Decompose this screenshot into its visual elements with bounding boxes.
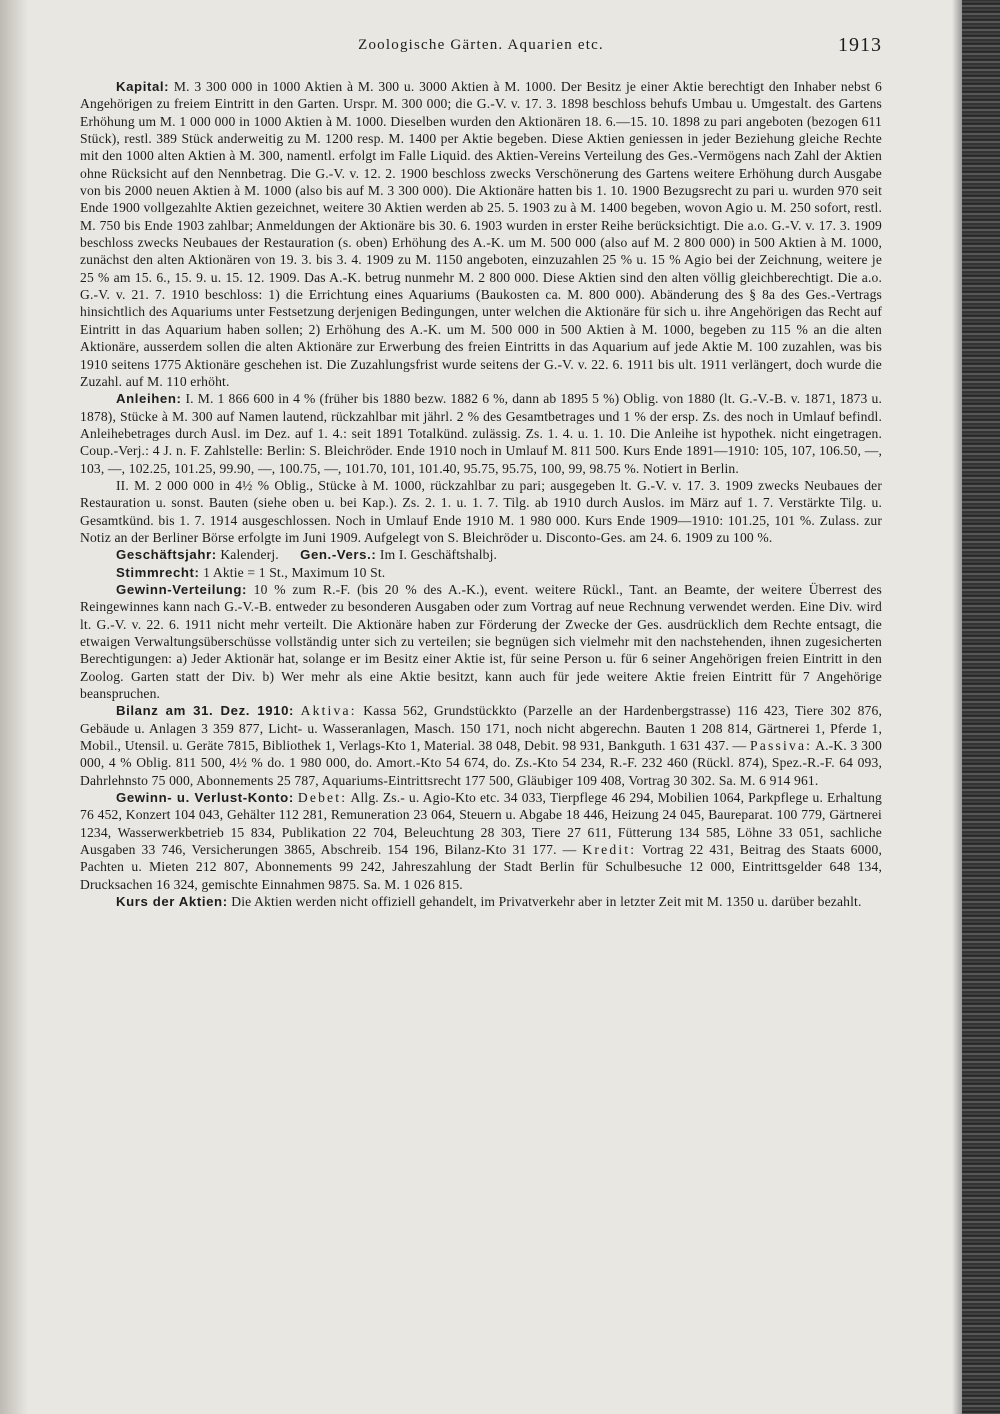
running-head-title: Zoologische Gärten. Aquarien etc.: [358, 37, 604, 53]
text-anleihe-ii: II. M. 2 000 000 in 4½ % Oblig., Stücke à M. 1000, rückzahlbar zu pari; ausgegeben lt. G.-V. v. 17. 3. 1909 zwecks Neubaues der Restauration u. sonst. Bauten (siehe oben u. bei Kap.). Zs. 2. 1. u. 1. 7. Tilg. ab 1910 durch Auslos. im März auf 1. 7. Verstärkte Tilg. u. Gesamtkünd. bis 1. 7. 1914 ausgeschlossen. Noch in Umlauf Ende 1910 M. 1 980 000. Kurs Ende 1909—1910: 101.25, 101 %. Zulass. zur Notiz an der Berliner Börse erfolgte im Juni 1909. Aufgelegt von S. Bleichröder u. Disconto-Ges. am 24. 6. 1909 zu 100 %.: [80, 477, 882, 545]
paragraph-geschaeftsjahr: [80, 546, 882, 563]
heading-bilanz: Bilanz am 31. Dez. 1910:: [116, 703, 295, 719]
heading-kapital: Kapital:: [116, 79, 170, 94]
text-aktiva: Kassa 562, Grundstückkto (Parzelle an der Hardenbergstrasse) 116 423, Tiere 302 876, Gebäude u. Anlagen 3 359 877, Licht- u. Wasseranlagen, Masch. 150 171, noch nicht abgerechn. Bauten 1 208 814, Gärtnerei 1, Pferde 1, Mobil., Utensil. u. Geräte 7815, Bibliothek 1, Verlags-Kto 1, Material. 38 048, Debit. 98 931, Bankguth. 1 631 437. —: [80, 703, 882, 754]
label-kredit: Kredit:: [582, 842, 637, 858]
scan-edge-fade: [952, 0, 962, 1414]
paragraph-bilanz: [80, 702, 882, 789]
heading-anleihen: Anleihen:: [116, 391, 182, 407]
heading-stimmrecht: Stimmrecht:: [116, 564, 200, 580]
paragraph-gewinn-verteilung: [80, 581, 882, 702]
paragraph-anleihen: [80, 390, 882, 477]
heading-gewinn-verteilung: Gewinn-Verteilung:: [116, 581, 247, 597]
running-head: [80, 0, 882, 56]
text-kredit: Vortrag 22 431, Beitrag des Staats 6000, Pachten u. Mieten 212 807, Abonnements 99 242, Jahreszahlung der Stadt Berlin für Schulbesuche 12 000, Eintrittsgelder 648 134, Drucksachen 16 324, gemischte Einnahmen 9875. Sa. M. 1 026 815.: [80, 842, 882, 892]
label-passiva: Passiva:: [750, 738, 813, 754]
text-kapital: M. 3 300 000 in 1000 Aktien à M. 300 u. 3000 Aktien à M. 1000. Der Besitz je einer Aktie berechtigt den Inhaber nebst 6 Angehörigen zu freiem Eintritt in den Garten. Urspr. M. 300 000; die G.-V. v. 17. 3. 1898 beschloss behufs Umbau u. Umgestalt. des Gartens Erhöhung um M. 1 000 000 in 1000 Aktien à M. 1000. Dieselben wurden den Aktionären 18. 6.—15. 10. 1898 zu pari angeboten (bezogen 611 Stück), restl. 389 Stück anderweitig zu M. 1200 resp. M. 1400 per Aktie begeben. Diese Aktien geniessen in jeder Beziehung gleiche Rechte mit den 1000 alten Aktien à M. 300, namentl. erfolgt im Falle Liquid. des Aktien-Vereins Verteilung des Ges.-Vermögens nach Zahl der Aktien ohne Rücksicht auf den Nennbetrag. Die G.-V. v. 12. 2. 1900 beschloss zwecks Verschönerung des Gartens weitere Erhöhung durch Ausgabe von bis 2000 neuen Aktien à M. 1000 (also bis auf M. 3 300 000). Die Aktionäre hatten bis 1. 10. 1900 Bezugsrecht zu pari u. wurden 970 seit Ende 1900 vollgezahlte Aktien gezeichnet, weitere 30 Aktien werden ab 25. 5. 1903 zu à M. 1400 begeben, wovon Agio u. M. 250 sofort, restl. M. 750 bis Ende 1903 zahlbar; Anmeldungen der Aktionäre bis 30. 6. 1903 wurden in erster Reihe berücksichtigt. Die a.o. G.-V. v. 17. 3. 1909 beschloss zwecks Neubaues der Restauration (s. oben) Erhöhung des A.-K. um M. 500 000 (also auf M. 2 800 000) in 500 Aktien à M. 1000, zunächst den alten Aktionären von 19. 3. bis 3. 4. 1909 zu M. 1150 angeboten, einzuzahlen 25 % u. 15 % Agio bei der Zeichnung, weitere je 25 % am 15. 6., 15. 9. u. 15. 12. 1909. Das A.-K. betrug nunmehr M. 2 800 000. Diese Aktien sind den alten völlig gleichberechtigt. Die a.o. G.-V. v. 21. 7. 1910 beschloss: 1) die Errichtung eines Aquariums (Baukosten ca. M. 800 000). Abänderung des § 8a des Ges.-Vertrags hinsichtlich des Aquariums unter Festsetzung derjenigen Bedingungen, unter welchen die Aktionäre für sich u. ihre Angehörigen das Recht auf Eintritt in das Aquarium haben sollen; 2) Erhöhung des A.-K. um M. 500 000 in 500 Aktien à M. 1000, begeben zu 115 % an die alten Aktionäre, ausserdem sollen die alten Aktionäre zur Erwerbung des freien Eintritts in das Aquarium auf jede Aktie M. 100 zuzahlen, was bis 1910 seitens 1775 Aktionäre geschehen ist. Die Zuzahlungsfrist wurde seitens der G.-V. v. 22. 6. 1911 bis ult. 1911 verlängert, doch wurde die Zuzahl. auf M. 110 erhöht.: [80, 79, 882, 389]
text-gewinn-verteilung: 10 % zum R.-F. (bis 20 % des A.-K.), event. weitere Rückl., Tant. an Beamte, der weitere Überrest des Reingewinnes kann nach G.-V.-B. entweder zu besonderen Ausgaben oder zum Vortrag auf neue Rechnung verwendet werden. Eine Div. wird lt. G.-V. v. 22. 6. 1911 nicht mehr verteilt. Die Aktionäre haben zur Förderung der Zwecke der Ges. ausdrücklich dem Rechte entsagt, die etwaigen Verwaltungsüberschüsse vollständig unter sich zu verteilen; sie begnügen sich vielmehr mit den nachstehenden, ihnen zugesicherten Berechtigungen: a) Jeder Aktionär hat, solange er im Besitz einer Aktie ist, für seine Person u. für 6 seiner Angehörigen freien Eintritt in den Zoolog. Garten statt der Div. b) Wer mehr als eine Aktie besitzt, kann auch für jede weitere Aktie freien Eintritt für 7 Angehörige beanspruchen.: [80, 581, 882, 702]
paragraph-kurs: [80, 893, 882, 910]
page-number: 1913: [838, 34, 882, 56]
text-geschaeftsjahr: Kalenderj.: [220, 547, 279, 563]
heading-geschaeftsjahr: Geschäftsjahr:: [116, 547, 217, 563]
text-passiva: A.-K. 3 300 000, 4 % Oblig. 811 500, 4½ % do. 1 980 000, do. Amort.-Kto 54 674, do. Zs.-Kto 54 234, R.-F. 232 460 (Rückl. 874), Spez.-R.-F. 64 093, Dahrlehnsto 75 000, Abonnements 25 787, Aquariums-Eintrittsrecht 177 500, Gläubiger 109 408, Vortrag 30 302. Sa. M. 6 914 961.: [80, 738, 882, 788]
scan-shadow-left: [0, 0, 28, 1414]
text-stimmrecht: 1 Aktie = 1 St., Maximum 10 St.: [203, 564, 386, 580]
text-debet: Allg. Zs.- u. Agio-Kto etc. 34 033, Tierpflege 46 294, Mobilien 1064, Parkpflege u. Erhaltung 76 452, Konzert 104 043, Gehälter 112 281, Remuneration 23 064, Steuern u. Abgabe 18 446, Heizung 24 045, Baureparat. 100 779, Gärtnerei 1234, Wasserwerkbetrieb 15 834, Publikation 22 704, Beleuchtung 28 303, Tiere 27 611, Fütterung 134 585, Löhne 33 051, sachliche Ausgaben 33 746, Versicherungen 3865, Abschreib. 154 196, Bilanz-Kto 31 177. —: [80, 790, 882, 858]
label-aktiva: Aktiva:: [300, 703, 357, 719]
text-kurs: Die Aktien werden nicht offiziell gehandelt, im Privatverkehr aber in letzter Zeit mit M. 1350 u. darüber bezahlt.: [231, 894, 862, 910]
paragraph-gewinn-verlust: [80, 789, 882, 893]
label-debet: Debet:: [297, 790, 348, 806]
text-gen-vers: Im I. Geschäftshalbj.: [379, 547, 498, 563]
paragraph-anleihe-ii: [80, 477, 882, 546]
paragraph-kapital: [80, 78, 882, 390]
text-anleihen: I. M. 1 866 600 in 4 % (früher bis 1880 bezw. 1882 6 %, dann ab 1895 5 %) Oblig. von 1880 (lt. G.-V.-B. v. 1871, 1873 u. 1878), Stücke à M. 300 auf Namen lautend, rückzahlbar mit jährl. 2 % des Gesamtbetrages und 1 % der ersp. Zs. des noch in Umlauf befindl. Anleihebetrages durch Ausl. im Dez. auf 1. 4.: seit 1891 Totalkünd. zulässig. Zs. 1. 4. u. 1. 10. Die Anleihe ist hypothek. nicht eingetragen. Coup.-Verj.: 4 J. n. F. Zahlstelle: Berlin: S. Bleichröder. Ende 1910 noch in Umlauf M. 811 500. Kurs Ende 1891—1910: 105, 107, 106.50, —, 103, —, 102.25, 101.25, 99.90, —, 100.75, —, 101.70, 101, 101.40, 95.75, 95.75, 100, 99, 98.75 %. Notiert in Berlin.: [80, 391, 882, 476]
document-page: [80, 0, 882, 911]
heading-gen-vers: Gen.-Vers.:: [300, 547, 377, 563]
paragraph-stimmrecht: [80, 564, 882, 581]
scan-edge-right: [962, 0, 1000, 1414]
heading-gewinn-verlust: Gewinn- u. Verlust-Konto:: [116, 790, 294, 806]
heading-kurs: Kurs der Aktien:: [116, 894, 228, 910]
